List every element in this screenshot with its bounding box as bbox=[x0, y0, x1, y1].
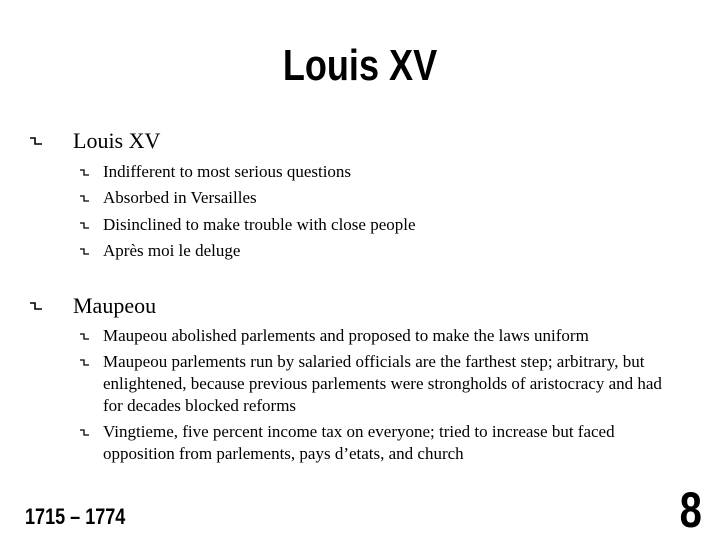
list-item bbox=[80, 421, 680, 465]
bullet-icon bbox=[80, 429, 89, 436]
list-item-text: Disinclined to make trouble with close people bbox=[103, 215, 416, 234]
list-item bbox=[80, 214, 680, 236]
list-item-text: Après moi le deluge bbox=[103, 241, 241, 260]
bullet-icon bbox=[30, 302, 42, 311]
bullet-icon bbox=[80, 169, 89, 176]
list-item bbox=[80, 187, 680, 209]
section-heading-label: Maupeou bbox=[73, 293, 157, 318]
bullet-icon bbox=[80, 333, 89, 340]
bullet-icon bbox=[30, 137, 42, 146]
list-item-text: Absorbed in Versailles bbox=[103, 188, 257, 207]
list-item bbox=[80, 325, 680, 347]
list-item-text: Maupeou abolished parlements and proposed to make the laws uniform bbox=[103, 326, 589, 345]
list-item-text: Indifferent to most serious questions bbox=[103, 162, 352, 181]
footer-dates: 1715 – 1774 bbox=[25, 504, 126, 529]
page-number: 8 bbox=[679, 482, 702, 538]
list-item bbox=[80, 240, 680, 262]
list-item bbox=[80, 351, 680, 417]
list-item-text: Maupeou parlements run by salaried officials are the farthest step; arbitrary, but enlightened, because previous parlements were strongholds of aristocracy and had for decades blocked reforms bbox=[103, 352, 662, 415]
bullet-icon bbox=[80, 359, 89, 366]
list-item bbox=[80, 161, 680, 183]
section-heading-label: Louis XV bbox=[73, 128, 161, 153]
slide-title: Louis XV bbox=[282, 41, 438, 90]
bullet-icon bbox=[80, 195, 89, 202]
list-item-text: Vingtieme, five percent income tax on everyone; tried to increase but faced opposition from parlements, pays d’etats, and church bbox=[103, 422, 615, 463]
bullet-icon bbox=[80, 222, 89, 229]
bullet-icon bbox=[80, 248, 89, 255]
